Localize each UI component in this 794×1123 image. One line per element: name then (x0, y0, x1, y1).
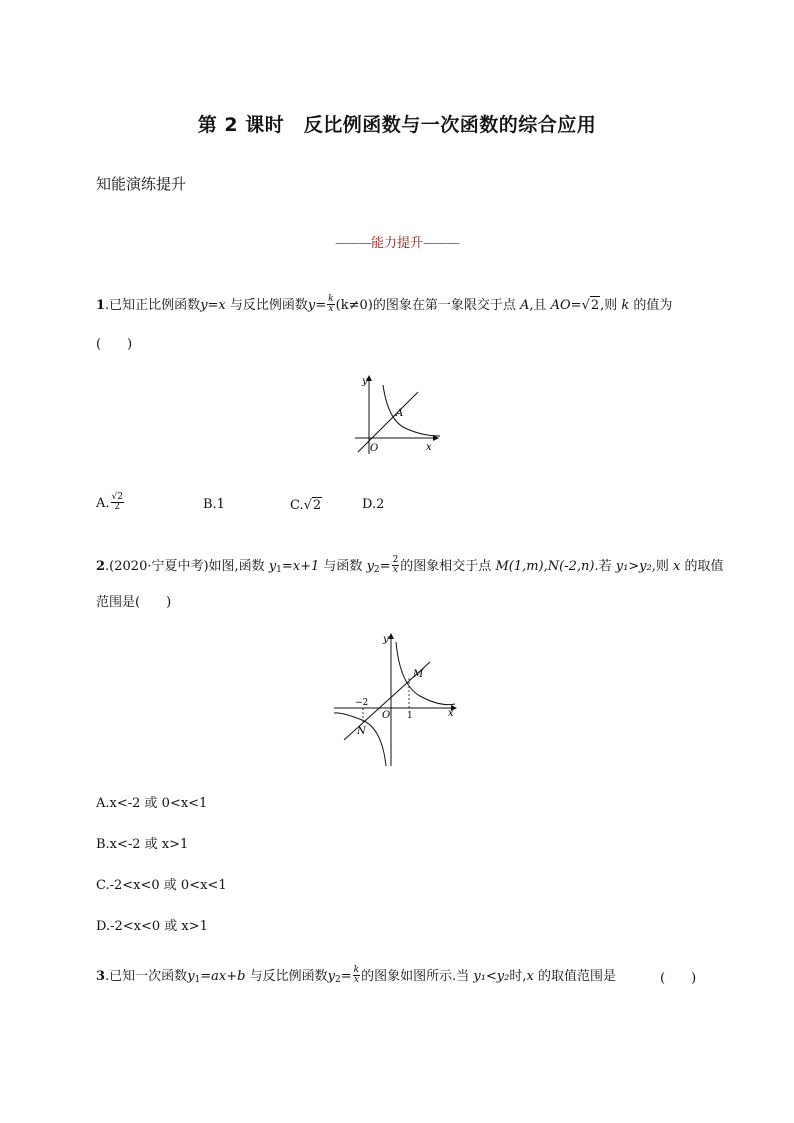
question-3 (96, 967, 616, 989)
y-axis-label: y (362, 376, 368, 387)
q2-text-c: 的图象相交于点 (400, 559, 496, 574)
option-c-label: C. (290, 498, 304, 513)
origin-label: O (382, 710, 391, 721)
answer-bracket: ( ) (96, 337, 133, 352)
choice-a[interactable]: A.x<-2 或 0<x<1 (96, 796, 208, 811)
q2-points: M(1,m),N(-2,n). (495, 559, 599, 574)
option-a[interactable] (96, 494, 125, 513)
q3-y2-sub: 2 (334, 975, 341, 985)
q3-text-b: 与反比例函数 (245, 969, 328, 984)
q3-x: x (526, 969, 534, 984)
q2-text-a: 如图,函数 (208, 559, 269, 574)
tick-1: 1 (407, 711, 413, 721)
subsection-heading: ———能力提升——— (334, 236, 459, 251)
q2-eq2: = (379, 559, 391, 574)
q2-text-e: ,则 (651, 559, 673, 574)
question-1 (96, 296, 672, 315)
q1-cond: (k≠0) (335, 298, 373, 313)
fraction-k-over-x: $\frac{k}{x}$ (328, 294, 334, 314)
choice-c[interactable]: C.-2<x<0 或 0<x<1 (96, 878, 227, 893)
choice-b[interactable]: B.x<-2 或 x>1 (96, 837, 189, 852)
q3-eq2: = (340, 969, 352, 984)
question-2-line-2: 范围是( ) (96, 595, 172, 610)
hyperbola-branch-2 (334, 713, 386, 766)
q3-text-c: 的图象如图所示.当 (361, 969, 474, 984)
q1-text-c: 的图象在第一象限交于点 (372, 298, 520, 313)
q2-eq1: =x+1 (281, 559, 320, 574)
q3-text-e: 的取值范围是 (533, 969, 616, 984)
q2-text-b: 与函数 (319, 559, 367, 574)
q1-text-b: 与反比例函数 (225, 298, 308, 313)
page-title: 第 2 课时 反比例函数与一次函数的综合应用 (197, 114, 597, 136)
fraction-sqrt2-over-2: $\frac{√2}{2}$ (111, 492, 123, 512)
q1-k: k (621, 298, 630, 313)
q2-text-f: 的取值 (680, 559, 724, 574)
q2-y2-sub: 2 (373, 565, 380, 575)
point-a-label: A (396, 408, 404, 419)
q1-text-e: ,则 (600, 298, 622, 313)
question-2 (96, 557, 723, 579)
question-number: 1 (96, 298, 106, 313)
q1-eq1: y=x (200, 298, 226, 313)
q1-point-a: A (519, 298, 530, 313)
q2-x: x (673, 559, 681, 574)
q3-y1-sub: 1 (194, 975, 201, 985)
option-a-label: A. (96, 496, 110, 511)
q3-text-d: 时, (509, 969, 527, 984)
q2-y1: y (268, 559, 277, 574)
q2-y1-sub: 1 (276, 565, 282, 575)
q3-eq1: =ax+b (200, 969, 246, 984)
point-m-label: M (413, 669, 424, 680)
q2-source: .(2020·宁夏中考) (105, 559, 209, 574)
question-number: 3 (96, 969, 106, 984)
answer-bracket: ( ) (660, 971, 697, 986)
subsection-label: 能力提升 (370, 236, 423, 251)
q2-y2: y (366, 559, 374, 574)
q3-y2: y (327, 969, 335, 984)
x-axis-label: x (448, 708, 454, 719)
q1-ao: AO= (550, 298, 582, 313)
q1-text-f: 的值为 (629, 298, 673, 313)
x-axis-label: x (426, 442, 432, 453)
q2-graph (330, 630, 460, 770)
q1-text-a: .已知正比例函数 (105, 298, 201, 313)
option-d[interactable]: D.2 (362, 497, 385, 512)
sqrt-2: √2 (581, 298, 600, 313)
origin-label: O (370, 443, 379, 454)
point-n-label: N (357, 726, 366, 737)
option-c[interactable] (290, 497, 322, 513)
hyperbola-branch-1 (396, 642, 455, 705)
choice-d[interactable]: D.-2<x<0 或 x>1 (96, 919, 208, 934)
fraction-2-over-x: $\frac{2}{x}$ (392, 555, 399, 575)
q1-y: y= (307, 298, 327, 313)
q3-y1: y (187, 969, 195, 984)
option-b[interactable]: B.1 (203, 497, 225, 512)
fraction-k-over-x: $\frac{k}{x}$ (353, 965, 360, 985)
q1-graph (350, 370, 450, 460)
line-y-equals-x (358, 392, 418, 452)
question-number: 2 (96, 559, 106, 574)
section-heading: 知能演练提升 (96, 175, 187, 193)
q2-text-d: 若 (598, 559, 616, 574)
hyperbola-curve (383, 385, 440, 436)
q2-cond: y₁>y₂ (615, 559, 652, 574)
q3-cond: y₁<y₂ (473, 969, 510, 984)
tick-minus-2: −2 (355, 698, 369, 708)
q1-text-d: ,且 (529, 298, 551, 313)
q3-text-a: .已知一次函数 (105, 969, 188, 984)
sqrt-2: √2 (303, 498, 322, 513)
y-axis-label: y (383, 634, 389, 645)
